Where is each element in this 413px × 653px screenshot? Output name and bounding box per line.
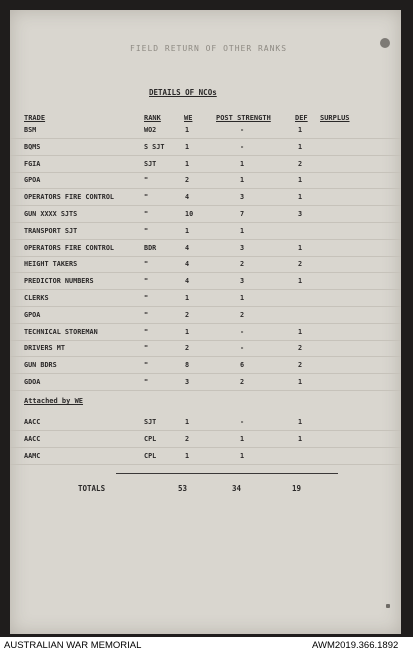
cell-trade: GUN BDRS: [24, 361, 57, 370]
cell-trade: GUN XXXX SJTS: [24, 210, 78, 218]
table-row: [10, 431, 401, 448]
cell-rank: ": [144, 327, 149, 336]
cell-rank: ": [144, 193, 149, 202]
cell-post: 3: [240, 277, 245, 286]
cell-we: 2: [185, 434, 190, 443]
cell-we: 2: [185, 310, 190, 319]
table-row: [10, 340, 401, 357]
cell-rank: ": [144, 226, 149, 235]
col-header-we: WE: [184, 114, 193, 122]
cell-def: 1: [298, 176, 303, 185]
cell-post: 2: [240, 260, 245, 269]
cell-rank: SJT: [144, 418, 157, 426]
cell-rank: ": [144, 344, 149, 353]
table-row: [10, 374, 401, 391]
cell-def: 1: [298, 434, 303, 443]
cell-post: -: [240, 327, 245, 336]
cell-def: 1: [298, 277, 303, 286]
cell-post: 1: [240, 176, 245, 185]
table-row: [10, 414, 401, 431]
document-page: [10, 10, 401, 634]
cell-we: 4: [185, 243, 190, 252]
cell-rank: ": [144, 277, 149, 286]
cell-def: 1: [298, 126, 303, 134]
cell-def: 1: [298, 418, 303, 426]
col-header-post-strength: POST STRENGTH: [216, 114, 271, 122]
cell-we: 1: [185, 126, 190, 134]
col-header-trade: TRADE: [24, 114, 46, 122]
cell-def: 2: [298, 159, 303, 168]
table-row: [10, 357, 401, 374]
table-row: [10, 256, 401, 273]
cell-rank: ": [144, 176, 149, 185]
cell-trade: DRIVERS MT: [24, 344, 65, 353]
col-header-surplus: SURPLUS: [320, 114, 350, 122]
cell-rank: ": [144, 310, 149, 319]
cell-rank: CPL: [144, 434, 157, 443]
cell-def: 1: [298, 327, 303, 336]
cell-trade: FGIA: [24, 159, 41, 168]
cell-we: 10: [185, 210, 194, 218]
cell-rank: ": [144, 210, 149, 218]
cell-post: 1: [240, 226, 245, 235]
page-mark: [386, 604, 390, 608]
col-header-rank: RANK: [144, 114, 161, 122]
cell-trade: BQMS: [24, 142, 41, 151]
cell-post: 2: [240, 378, 245, 386]
cell-we: 1: [185, 327, 190, 336]
table-row: [10, 206, 401, 223]
cell-rank: ": [144, 361, 149, 370]
cell-trade: BSM: [24, 126, 37, 134]
cell-we: 8: [185, 361, 190, 370]
cell-trade: AACC: [24, 418, 41, 426]
table-row: [10, 240, 401, 257]
page-heading: DETAILS OF NCOs: [149, 88, 217, 97]
cell-rank: ": [144, 378, 149, 386]
cell-def: 1: [298, 378, 303, 386]
table-row: [10, 448, 401, 465]
cell-post: 3: [240, 193, 245, 202]
cell-we: 1: [185, 294, 190, 302]
cell-trade: GPOA: [24, 176, 41, 185]
cell-trade: AAMC: [24, 451, 41, 460]
hole-punch-mark: [380, 38, 390, 48]
totals-rule: [116, 473, 338, 474]
cell-def: 1: [298, 243, 303, 252]
table-row: [10, 324, 401, 341]
cell-trade: CLERKS: [24, 294, 49, 302]
table-row: [10, 156, 401, 173]
cell-rank: ": [144, 260, 149, 269]
col-header-def: DEF: [295, 114, 308, 122]
table-row: [10, 139, 401, 156]
cell-we: 1: [185, 451, 190, 460]
cell-trade: TECHNICAL STOREMAN: [24, 327, 98, 336]
cell-post: 7: [240, 210, 245, 218]
cell-post: 3: [240, 243, 245, 252]
cell-trade: AACC: [24, 434, 41, 443]
cell-trade: GDOA: [24, 378, 41, 386]
cell-post: 1: [240, 451, 245, 460]
table-row: [10, 223, 401, 240]
cell-we: 4: [185, 193, 190, 202]
cell-post: 2: [240, 310, 245, 319]
totals-post: 34: [232, 484, 242, 493]
footer-accession-number: AWM2019.366.1892: [312, 640, 399, 651]
cell-rank: CPL: [144, 451, 157, 460]
cell-trade: TRANSPORT SJT: [24, 226, 78, 235]
totals-we: 53: [178, 484, 188, 493]
cell-we: 4: [185, 277, 190, 286]
cell-we: 4: [185, 260, 190, 269]
cell-post: -: [240, 344, 245, 353]
table-row: [10, 307, 401, 324]
ghost-header-text: FIELD RETURN OF OTHER RANKS: [130, 44, 288, 53]
cell-rank: WO2: [144, 126, 157, 134]
table-row: [10, 172, 401, 189]
cell-trade: HEIGHT TAKERS: [24, 260, 78, 269]
cell-def: 1: [298, 193, 303, 202]
table-row: [10, 122, 401, 139]
cell-trade: PREDICTOR NUMBERS: [24, 277, 94, 286]
cell-def: 1: [298, 142, 303, 151]
cell-post: -: [240, 418, 245, 426]
cell-trade: OPERATORS FIRE CONTROL: [24, 243, 115, 252]
cell-def: 2: [298, 260, 303, 269]
cell-we: 1: [185, 142, 190, 151]
cell-rank: SJT: [144, 159, 157, 168]
cell-trade: OPERATORS FIRE CONTROL: [24, 193, 115, 202]
cell-we: 2: [185, 344, 190, 353]
cell-rank: S SJT: [144, 142, 165, 151]
totals-label: TOTALS: [78, 484, 106, 493]
cell-we: 3: [185, 378, 190, 386]
cell-trade: GPOA: [24, 310, 41, 319]
cell-rank: ": [144, 294, 149, 302]
cell-we: 1: [185, 418, 190, 426]
cell-post: 1: [240, 294, 245, 302]
cell-def: 3: [298, 210, 303, 218]
table-row: [10, 273, 401, 290]
cell-we: 1: [185, 159, 190, 168]
cell-post: 6: [240, 361, 245, 370]
cell-post: 1: [240, 434, 245, 443]
cell-we: 1: [185, 226, 190, 235]
cell-def: 2: [298, 361, 303, 370]
attached-section-label: Attached by WE: [24, 397, 84, 405]
cell-we: 2: [185, 176, 190, 185]
cell-rank: BDR: [144, 243, 157, 252]
footer-institution: AUSTRALIAN WAR MEMORIAL: [4, 640, 142, 651]
cell-def: 2: [298, 344, 303, 353]
table-row: [10, 290, 401, 307]
cell-post: -: [240, 142, 245, 151]
cell-post: 1: [240, 159, 245, 168]
totals-def: 19: [292, 484, 302, 493]
cell-post: -: [240, 126, 245, 134]
table-row: [10, 189, 401, 206]
